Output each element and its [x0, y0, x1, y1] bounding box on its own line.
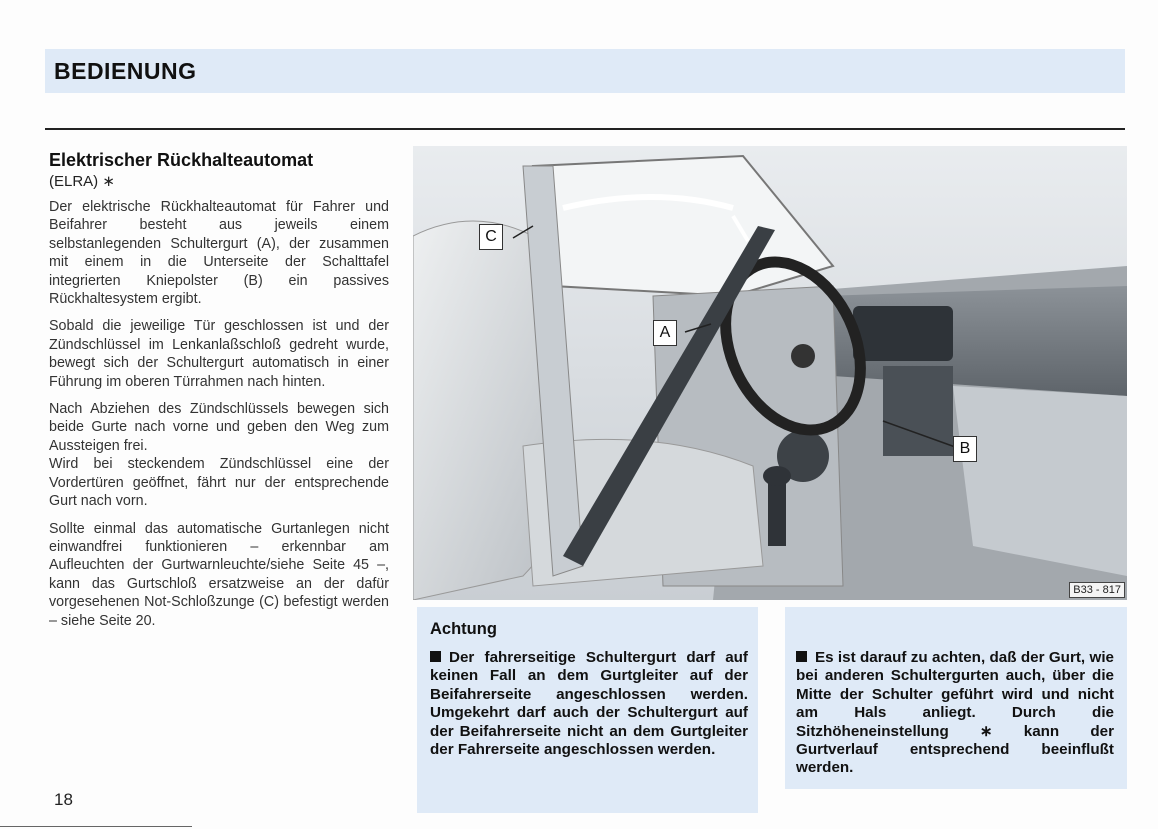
figure-label-a: A — [653, 320, 677, 346]
footer-rule — [0, 826, 192, 827]
car-interior-illustration — [413, 146, 1127, 600]
header-rule — [45, 128, 1125, 130]
warning-left-body: Der fahrerseitige Schultergurt darf auf keinen Fall an dem Gurtgleiter auf der Beifahrerseite angeschlossen werden. Umgekehrt darf auch der Schultergurt auf der Beifahrerseite nicht an dem Gurtgleiter der Fahrerseite angeschlossen werden. — [430, 649, 748, 759]
car-interior-photo — [413, 146, 1127, 600]
warning-title: Achtung — [430, 620, 497, 638]
warning-text-right — [796, 649, 1114, 778]
paragraph-3: Nach Abziehen des Zündschlüssels bewegen sich beide Gurte nach vorne und geben den Weg zum Aussteigen frei. — [49, 401, 389, 454]
warning-right-body: Es ist darauf zu achten, daß der Gurt, wie bei anderen Schultergurten auch, über die Mitte der Schulter geführt wird und nicht am Hals anliegt. Durch die Sitzhöheneinstellung ∗ kann der Gurtverlauf entsprechend beeinflußt werden. — [796, 649, 1114, 777]
page-number: 18 — [54, 790, 73, 809]
paragraph-5: Sollte einmal das automatische Gurtanlegen nicht einwandfrei funktionieren – erkennbar am Aufleuchten der Gurtwarnleuchte/siehe Seite 45 –, kann das Gurtschloß ersatzweise an der dafür vorgesehenen Not-Schloßzunge (C) befestigt werden – siehe Seite 20. — [49, 520, 389, 629]
paragraph-2: Sobald die jeweilige Tür geschlossen ist und der Zündschlüssel im Lenkanlaßschloß gedreht wurde, bewegt sich der Schultergurt automatisch in einer Führung im oberen Türrahmen nach hinten. — [49, 318, 389, 390]
figure-label-c: C — [479, 224, 503, 250]
figure-label-b: B — [953, 436, 977, 462]
body-text — [49, 198, 389, 639]
bullet-square-icon — [796, 651, 807, 662]
section-title: Elektrischer Rückhalteautomat — [49, 150, 314, 170]
paragraph-4: Wird bei steckendem Zündschlüssel eine der Vordertüren geöffnet, fährt nur der entsprechende Gurt nach vorn. — [49, 456, 389, 510]
paragraph-1: Der elektrische Rückhalteautomat für Fahrer und Beifahrer besteht aus jeweils einem selbstanlegenden Schultergurt (A), der zusammen mit einem in die Unterseite der Schalttafel integrierten Kniepolster (B) ein passives Rückhaltesystem ergibt. — [49, 199, 389, 308]
figure-code: B33 - 817 — [1069, 582, 1125, 598]
warning-text-left — [430, 649, 748, 759]
bullet-square-icon — [430, 651, 441, 662]
header-band — [45, 49, 1125, 93]
section-subtitle: (ELRA) ∗ — [49, 173, 115, 190]
header-title: BEDIENUNG — [54, 58, 197, 84]
